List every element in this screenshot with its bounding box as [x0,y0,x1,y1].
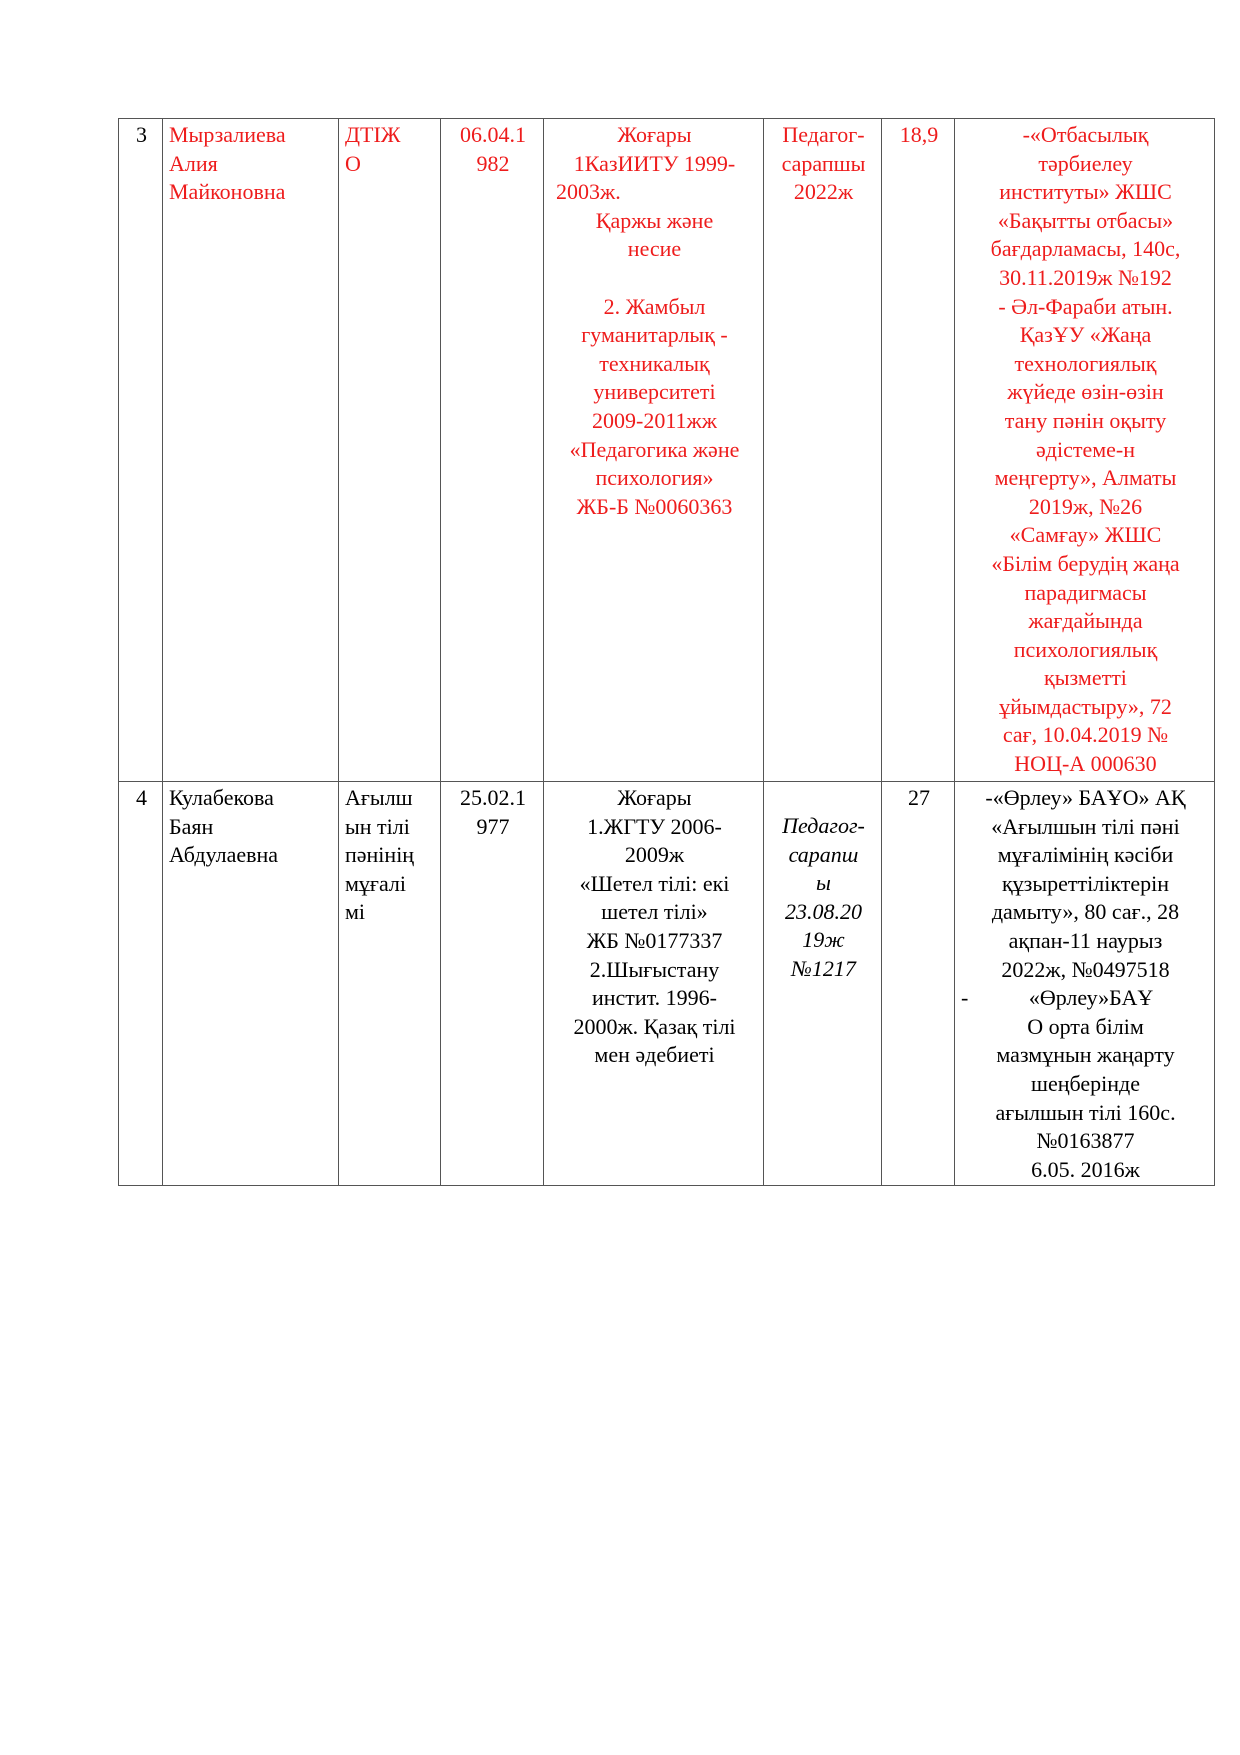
education: Жоғары 1КазИИТУ 1999- 2003ж. Қаржы және несие 2. Жамбыл гуманитарлық - техникалық университеті 2009-2011жж «Педагогика және психология» ЖБ-Б №0060363 [544,119,764,782]
teacher-name: Кулабекова Баян Абдулаевна [163,782,339,1186]
birth-date: 25.02.1 977 [441,782,544,1186]
birth-date: 06.04.1 982 [441,119,544,782]
work-experience: 27 [882,782,955,1186]
teacher-position: Ағылш ын тілі пәнінің мұғалі мі [339,782,441,1186]
row-number: 3 [119,119,163,782]
training-courses: -«Өрлеу» БАҰО» АҚ «Ағылшын тілі пәні мұғалімінің кәсіби құзыреттіліктерін дамыту», 80 сағ., 28 ақпан-11 наурыз 2022ж, №0497518 - «Өрлеу»БАҰ О орта білім мазмұнын жаңарту шеңберінде ағылшын тілі 160с. №0163877 6.05. 2016ж [955,782,1215,1186]
training-courses: -«Отбасылық тәрбиелеу институты» ЖШС «Бақытты отбасы» бағдарламасы, 140с, 30.11.2019ж №192 - Әл-Фараби атын. ҚазҰУ «Жаңа технологиялық жүйеде өзін-өзін тану пәнін оқыту әдістеме-н меңгерту», Алматы 2019ж, №26 «Самғау» ЖШС «Білім берудің жаңа парадигмасы жағдайында психологиялық қызметті ұйымдастыру», 72 сағ, 10.04.2019 № НОЦ-А 000630 [955,119,1215,782]
table-row [119,782,1215,1186]
qualification-category: Педагог- сарапш ы 23.08.20 19ж №1217 [764,782,882,1186]
teacher-name: Мырзалиева Алия Майконовна [163,119,339,782]
education: Жоғары 1.ЖГТУ 2006- 2009ж «Шетел тілі: екі шетел тілі» ЖБ №0177337 2.Шығыстану инстит. 1996- 2000ж. Қазақ тілі мен әдебиеті [544,782,764,1186]
work-experience: 18,9 [882,119,955,782]
qualification-category: Педагог- сарапшы 2022ж [764,119,882,782]
teacher-position: ДТІЖ О [339,119,441,782]
table-row [119,119,1215,782]
row-number: 4 [119,782,163,1186]
staff-table [118,118,1215,1186]
